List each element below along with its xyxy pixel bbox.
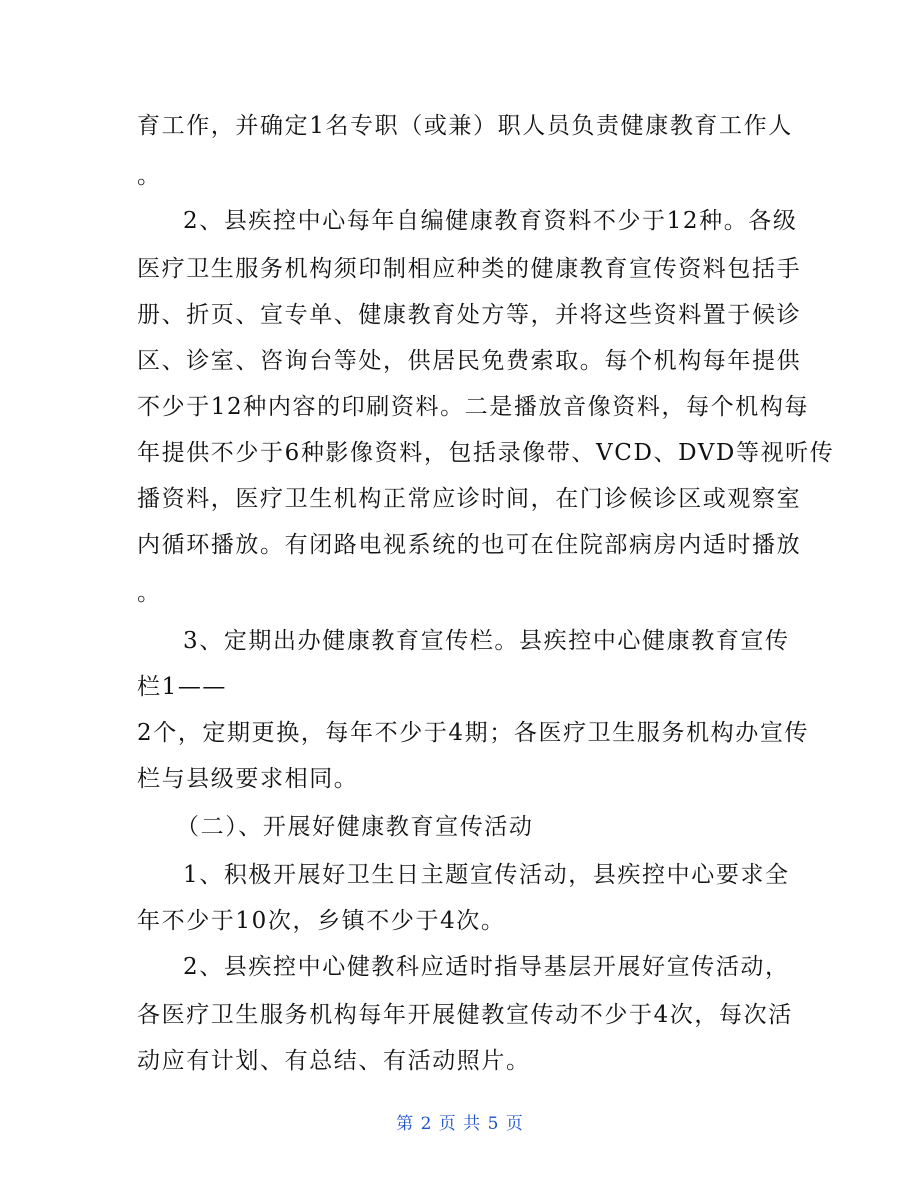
text-line-20: 各医疗卫生服务机构每年开展健教宣传动不少于4次，每次活 (137, 1002, 793, 1028)
text-line-3: 2、县疾控中心每年自编健康教育资料不少于12种。各级 (183, 208, 798, 234)
text-line-13: 栏1—— (137, 674, 228, 700)
text-line-17: 1、积极开展好卫生日主题宣传活动，县疾控中心要求全 (183, 862, 790, 888)
text-line-18: 年不少于10次，乡镇不少于4次。 (137, 908, 506, 934)
text-line-14: 2个，定期更换，每年不少于4期；各医疗卫生服务机构办宣传 (137, 720, 810, 746)
text-line-12: 3、定期出办健康教育宣传栏。县疾控中心健康教育宣传 (183, 628, 790, 654)
text-line-21: 动应有计划、有总结、有活动照片。 (137, 1048, 531, 1074)
text-line-19: 2、县疾控中心健教科应适时指导基层开展好宣传活动， (183, 954, 790, 980)
text-line-1: 育工作，并确定1名专职（或兼）职人员负责健康教育工作人 (137, 113, 793, 139)
text-line-15: 栏与县级要求相同。 (137, 766, 359, 792)
text-line-6: 区、诊室、咨询台等处，供居民免费索取。每个机构每年提供 (137, 348, 802, 374)
text-line-8: 年提供不少于6种影像资料，包括录像带、VCD、DVD等视听传 (137, 440, 835, 466)
text-line-9: 播资料，医疗卫生机构正常应诊时间，在门诊候诊区或观察室 (137, 486, 802, 512)
text-line-10: 内循环播放。有闭路电视系统的也可在住院部病房内适时播放 (137, 532, 802, 558)
section-heading: （二）、开展好健康教育宣传活动 (176, 814, 534, 840)
text-line-7: 不少于12种内容的印刷资料。二是播放音像资料，每个机构每 (137, 394, 810, 420)
text-line-11: 。 (137, 580, 162, 606)
page-number-footer: 第 2 页 共 5 页 (396, 1114, 524, 1134)
text-line-2: 。 (137, 163, 162, 189)
text-line-4: 医疗卫生服务机构须印制相应种类的健康教育宣传资料包括手 (137, 256, 802, 282)
text-line-5: 册、折页、宣专单、健康教育处方等，并将这些资料置于候诊 (137, 302, 802, 328)
